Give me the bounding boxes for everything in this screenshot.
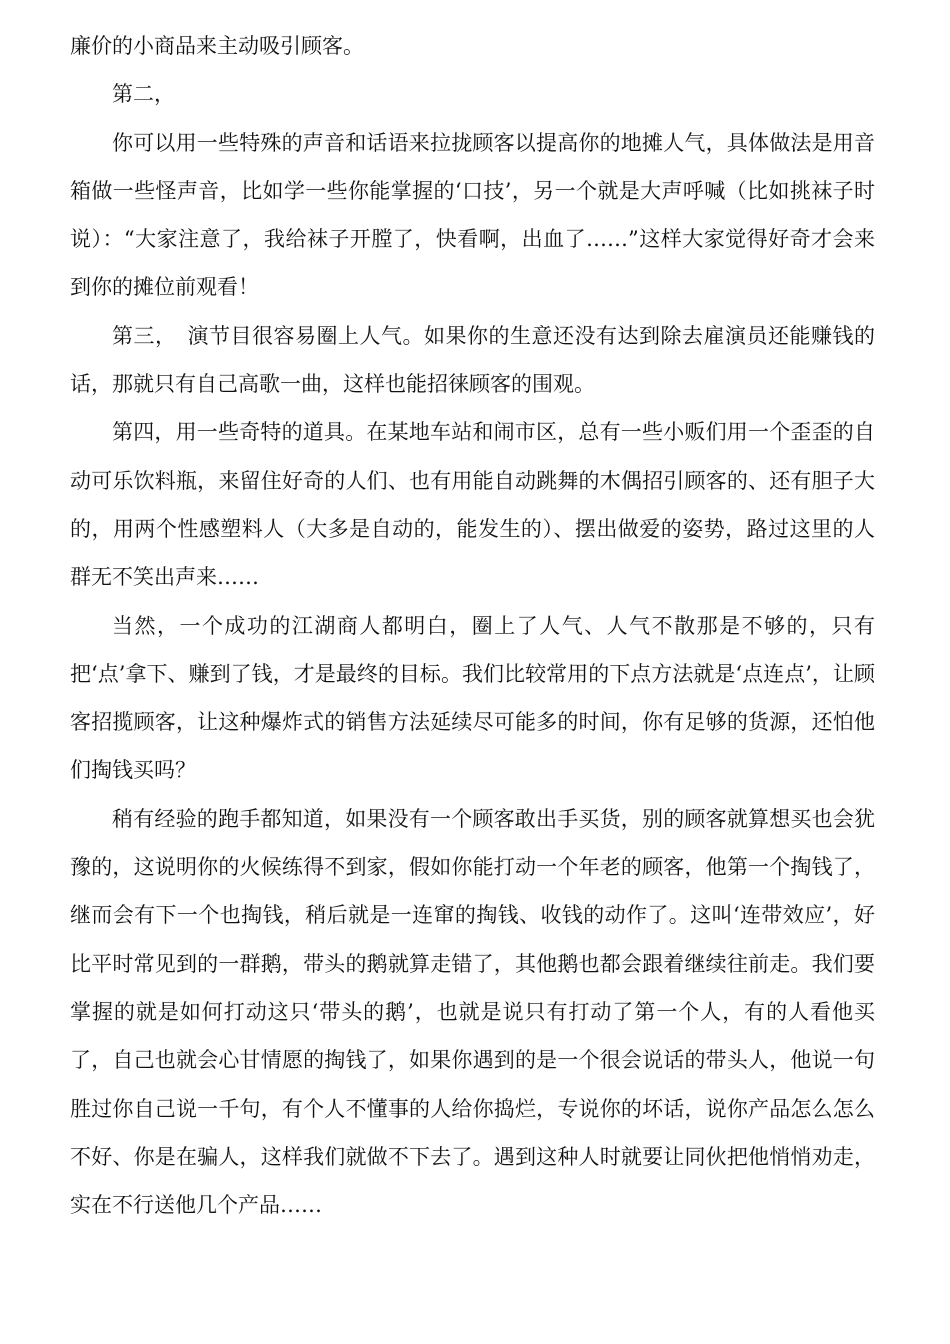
paragraph-sounds: 你可以用一些特殊的声音和话语来拉拢顾客以提高你的地摊人气，具体做法是用音箱做一些怪声音，比如学一些你能掌握的‘口技’，另一个就是大声呼喊（比如挑袜子时说）：“大家注意了，我给袜子开膛了，快看啊，出血了……”这样大家觉得好奇才会来到你的摊位前观看！ [70, 130, 875, 300]
paragraph-continuation: 廉价的小商品来主动吸引顾客。 [70, 34, 364, 58]
paragraph-fourth-props: 第四，用一些奇特的道具。在某地车站和闹市区，总有一些小贩们用一个歪歪的自动可乐饮料瓶，来留住好奇的人们、也有用能自动跳舞的木偶招引顾客的、还有胆子大的，用两个性感塑料人（大多是自动的，能发生的）、摆出做爱的姿势，路过这里的人群无不笑出声来…… [70, 420, 875, 590]
document-page [70, 22, 875, 1229]
paragraph-lead-goose: 稍有经验的跑手都知道，如果没有一个顾客敢出手买货，别的顾客就算想买也会犹豫的，这说明你的火候练得不到家，假如你能打动一个年老的顾客，他第一个掏钱了，继而会有下一个也掏钱，稍后就是一连窜的掏钱、收钱的动作了。这叫‘连带效应’，好比平时常见到的一群鹅，带头的鹅就算走错了，其他鹅也都会跟着继续往前走。我们要掌握的就是如何打动这只‘带头的鹅’，也就是说只有打动了第一个人，有的人看他买了，自己也就会心甘情愿的掏钱了，如果你遇到的是一个很会说话的带头人，他说一句胜过你自己说一千句，有个人不懂事的人给你捣烂，专说你的坏话，说你产品怎么怎么不好、你是在骗人，这样我们就做不下去了。遇到这种人时就要让同伙把他悄悄劝走，实在不行送他几个产品…… [70, 806, 875, 1218]
paragraph-heading-second: 第二， [112, 82, 175, 107]
paragraph-third-performance: 第三， 演节目很容易圈上人气。如果你的生意还没有达到除去雇演员还能赚钱的话，那就只有自己高歌一曲，这样也能招徕顾客的围观。 [70, 323, 875, 397]
paragraph-point-to-point: 当然，一个成功的江湖商人都明白，圈上了人气、人气不散那是不够的，只有把‘点’拿下、赚到了钱，才是最终的目标。我们比较常用的下点方法就是‘点连点’，让顾客招揽顾客，让这种爆炸式的销售方法延续尽可能多的时间，你有足够的货源，还怕他们掏钱买吗？ [70, 613, 875, 783]
